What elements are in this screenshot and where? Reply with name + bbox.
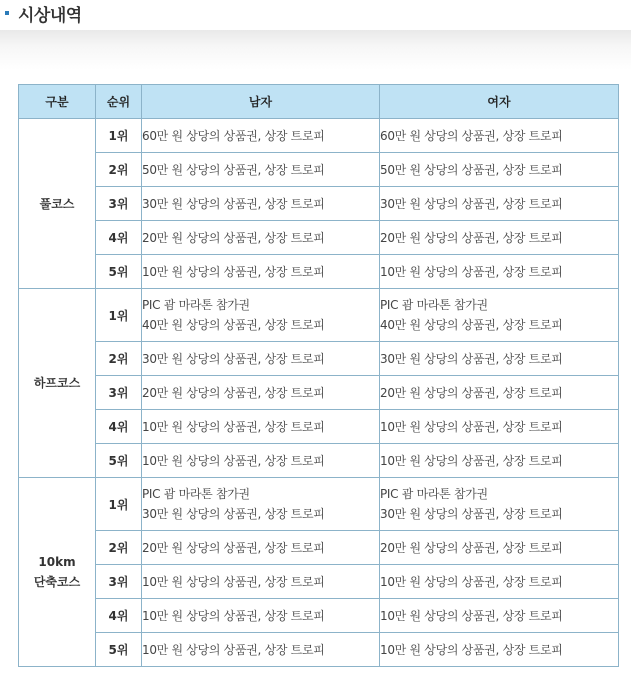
course-category bbox=[19, 478, 96, 667]
prize-text: 30만 원 상당의 상품권, 상장 트로피 bbox=[142, 351, 325, 366]
prize-text: 40만 원 상당의 상품권, 상장 트로피 bbox=[142, 318, 325, 332]
male-prize-cell bbox=[142, 289, 380, 342]
table-row bbox=[19, 187, 619, 221]
rank-cell: 3위 bbox=[96, 565, 142, 599]
table-row bbox=[19, 376, 619, 410]
course-name-line: 단축코스 bbox=[33, 575, 81, 589]
female-prize-cell bbox=[380, 376, 619, 410]
female-prize-cell bbox=[380, 342, 619, 376]
header-female: 여자 bbox=[380, 85, 619, 119]
bullet-icon bbox=[5, 11, 9, 15]
rank-cell: 3위 bbox=[96, 187, 142, 221]
table-body bbox=[19, 119, 619, 667]
header-rank: 순위 bbox=[96, 85, 142, 119]
male-prize-cell bbox=[142, 633, 380, 667]
prize-text: 60만 원 상당의 상품권, 상장 트로피 bbox=[142, 128, 325, 143]
rank-cell: 1위 bbox=[96, 119, 142, 153]
table-row bbox=[19, 342, 619, 376]
table-row bbox=[19, 478, 619, 531]
female-prize-cell bbox=[380, 119, 619, 153]
prize-text: 20만 원 상당의 상품권, 상장 트로피 bbox=[380, 230, 563, 245]
male-prize-cell bbox=[142, 531, 380, 565]
female-prize-cell bbox=[380, 289, 619, 342]
male-prize-cell bbox=[142, 255, 380, 289]
prize-text: 30만 원 상당의 상품권, 상장 트로피 bbox=[380, 351, 563, 366]
female-prize-cell bbox=[380, 633, 619, 667]
rank-cell: 3위 bbox=[96, 376, 142, 410]
awards-table bbox=[18, 84, 619, 667]
table-row bbox=[19, 410, 619, 444]
prize-text: PIC 괌 마라톤 참가권 bbox=[380, 298, 488, 312]
header-divider bbox=[0, 30, 631, 70]
prize-text: 10만 원 상당의 상품권, 상장 트로피 bbox=[142, 453, 325, 468]
prize-text: 50만 원 상당의 상품권, 상장 트로피 bbox=[380, 162, 563, 177]
male-prize-cell bbox=[142, 221, 380, 255]
prize-text: 50만 원 상당의 상품권, 상장 트로피 bbox=[142, 162, 325, 177]
male-prize-cell bbox=[142, 342, 380, 376]
rank-cell: 2위 bbox=[96, 153, 142, 187]
prize-text: 30만 원 상당의 상품권, 상장 트로피 bbox=[142, 507, 325, 521]
course-category: 풀코스 bbox=[19, 119, 96, 289]
page-header bbox=[0, 0, 631, 28]
prize-text: 10만 원 상당의 상품권, 상장 트로피 bbox=[380, 608, 563, 623]
prize-text: 30만 원 상당의 상품권, 상장 트로피 bbox=[380, 196, 563, 211]
prize-text: 30만 원 상당의 상품권, 상장 트로피 bbox=[142, 196, 325, 211]
table-row bbox=[19, 565, 619, 599]
prize-text: 30만 원 상당의 상품권, 상장 트로피 bbox=[380, 507, 563, 521]
table-row bbox=[19, 119, 619, 153]
female-prize-cell bbox=[380, 153, 619, 187]
prize-text: 10만 원 상당의 상품권, 상장 트로피 bbox=[142, 642, 325, 657]
course-name-line: 10km bbox=[38, 555, 76, 569]
table-row bbox=[19, 633, 619, 667]
prize-text: 40만 원 상당의 상품권, 상장 트로피 bbox=[380, 318, 563, 332]
female-prize-cell bbox=[380, 478, 619, 531]
prize-text: PIC 괌 마라톤 참가권 bbox=[142, 487, 250, 501]
female-prize-cell bbox=[380, 255, 619, 289]
prize-text: 10만 원 상당의 상품권, 상장 트로피 bbox=[380, 453, 563, 468]
prize-text: 10만 원 상당의 상품권, 상장 트로피 bbox=[142, 264, 325, 279]
table-row bbox=[19, 153, 619, 187]
female-prize-cell bbox=[380, 531, 619, 565]
rank-cell: 5위 bbox=[96, 255, 142, 289]
rank-cell: 5위 bbox=[96, 444, 142, 478]
male-prize-cell bbox=[142, 565, 380, 599]
prize-text: PIC 괌 마라톤 참가권 bbox=[380, 487, 488, 501]
prize-text: 20만 원 상당의 상품권, 상장 트로피 bbox=[142, 385, 325, 400]
prize-text: 10만 원 상당의 상품권, 상장 트로피 bbox=[142, 419, 325, 434]
header-category: 구분 bbox=[19, 85, 96, 119]
table-row bbox=[19, 221, 619, 255]
table-header-row bbox=[19, 85, 619, 119]
male-prize-cell bbox=[142, 444, 380, 478]
male-prize-cell bbox=[142, 187, 380, 221]
prize-text: 10만 원 상당의 상품권, 상장 트로피 bbox=[380, 264, 563, 279]
prize-text: 10만 원 상당의 상품권, 상장 트로피 bbox=[380, 574, 563, 589]
prize-text: 60만 원 상당의 상품권, 상장 트로피 bbox=[380, 128, 563, 143]
table-row bbox=[19, 599, 619, 633]
prize-text: 10만 원 상당의 상품권, 상장 트로피 bbox=[142, 608, 325, 623]
page-title: 시상내역 bbox=[18, 6, 82, 26]
prize-text: 20만 원 상당의 상품권, 상장 트로피 bbox=[380, 540, 563, 555]
female-prize-cell bbox=[380, 444, 619, 478]
rank-cell: 5위 bbox=[96, 633, 142, 667]
course-category: 하프코스 bbox=[19, 289, 96, 478]
female-prize-cell bbox=[380, 221, 619, 255]
male-prize-cell bbox=[142, 153, 380, 187]
female-prize-cell bbox=[380, 410, 619, 444]
rank-cell: 1위 bbox=[96, 289, 142, 342]
table-row bbox=[19, 255, 619, 289]
prize-text: 10만 원 상당의 상품권, 상장 트로피 bbox=[380, 419, 563, 434]
female-prize-cell bbox=[380, 187, 619, 221]
table-row bbox=[19, 444, 619, 478]
rank-cell: 4위 bbox=[96, 221, 142, 255]
rank-cell: 4위 bbox=[96, 410, 142, 444]
rank-cell: 1위 bbox=[96, 478, 142, 531]
male-prize-cell bbox=[142, 410, 380, 444]
male-prize-cell bbox=[142, 599, 380, 633]
rank-cell: 2위 bbox=[96, 342, 142, 376]
table-row bbox=[19, 289, 619, 342]
prize-text: 10만 원 상당의 상품권, 상장 트로피 bbox=[380, 642, 563, 657]
table-row bbox=[19, 531, 619, 565]
prize-text: 20만 원 상당의 상품권, 상장 트로피 bbox=[142, 540, 325, 555]
prize-text: 20만 원 상당의 상품권, 상장 트로피 bbox=[142, 230, 325, 245]
female-prize-cell bbox=[380, 565, 619, 599]
header-male: 남자 bbox=[142, 85, 380, 119]
female-prize-cell bbox=[380, 599, 619, 633]
prize-text: 20만 원 상당의 상품권, 상장 트로피 bbox=[380, 385, 563, 400]
male-prize-cell bbox=[142, 478, 380, 531]
prize-text: 10만 원 상당의 상품권, 상장 트로피 bbox=[142, 574, 325, 589]
male-prize-cell bbox=[142, 119, 380, 153]
male-prize-cell bbox=[142, 376, 380, 410]
rank-cell: 2위 bbox=[96, 531, 142, 565]
rank-cell: 4위 bbox=[96, 599, 142, 633]
prize-text: PIC 괌 마라톤 참가권 bbox=[142, 298, 250, 312]
